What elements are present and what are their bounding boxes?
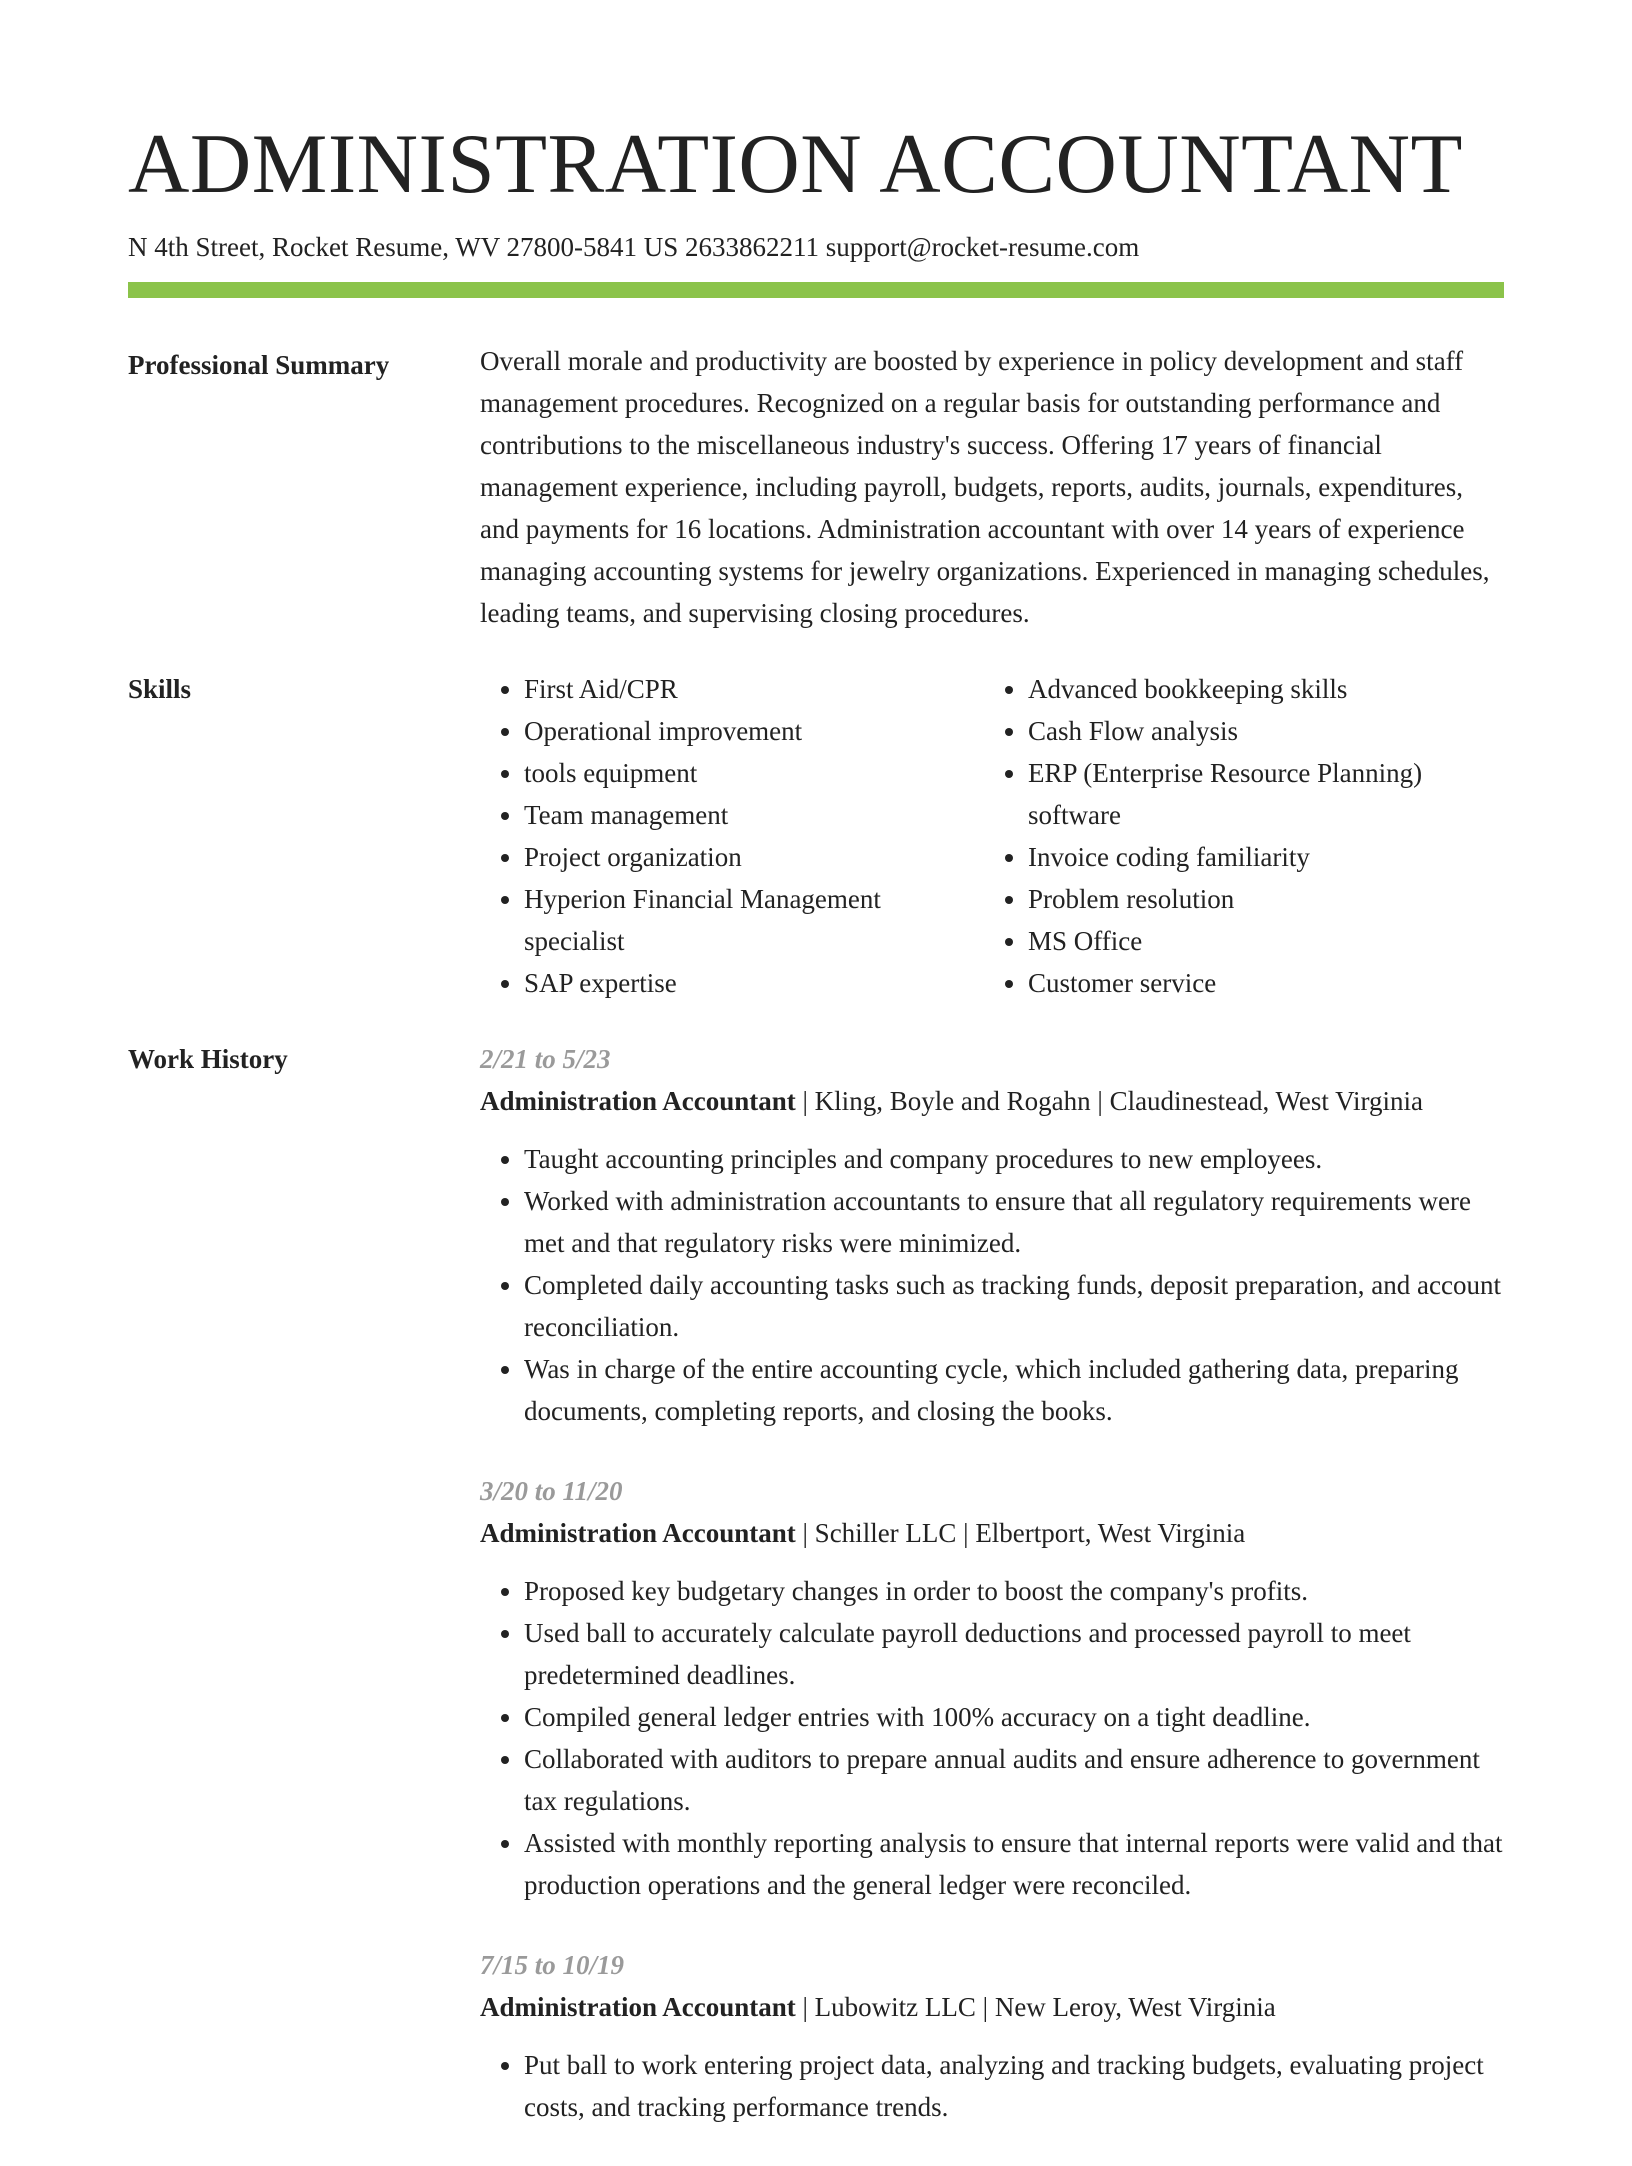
skill-item: • Customer service	[1028, 962, 1500, 1004]
job-bullet: • Put ball to work entering project data, analyzing and tracking budgets, evaluating project costs, and tracking performance trends.	[524, 2044, 1504, 2128]
skill-item: • Invoice coding familiarity	[1028, 836, 1500, 878]
job-bullet: • Proposed key budgetary changes in order to boost the company's profits.	[524, 1570, 1504, 1612]
job-bullets	[480, 1570, 1504, 1906]
skill-item: • Hyperion Financial Management specialist	[524, 878, 984, 962]
job-bullet: • Collaborated with auditors to prepare annual audits and ensure adherence to government tax regulations.	[524, 1738, 1504, 1822]
skills-body	[480, 668, 1504, 1004]
job-dates: 7/15 to 10/19	[480, 1949, 625, 1980]
summary-heading: Professional Summary	[128, 349, 390, 380]
skills-list-left	[480, 668, 984, 1004]
skill-item: • Cash Flow analysis	[1028, 710, 1500, 752]
job-bullet: • Assisted with monthly reporting analysis to ensure that internal reports were valid and that production operations and the general ledger were reconciled.	[524, 1822, 1504, 1906]
job-bullet: • Worked with administration accountants to ensure that all regulatory requirements were met and that regulatory risks were minimized.	[524, 1180, 1504, 1264]
job-role: Administration Accountant	[480, 1991, 796, 2022]
summary-section	[128, 344, 1504, 634]
skills-section	[128, 668, 1504, 1004]
skill-item: • First Aid/CPR	[524, 668, 984, 710]
skill-item: • Team management	[524, 794, 984, 836]
job-employer-location: | Schiller LLC | Elbertport, West Virginia	[795, 1517, 1246, 1548]
job-bullets	[480, 2044, 1504, 2128]
job-entry	[480, 1944, 1504, 2128]
job-role: Administration Accountant	[480, 1085, 796, 1116]
job-bullet: • Taught accounting principles and company procedures to new employees.	[524, 1138, 1504, 1180]
skill-item: • tools equipment	[524, 752, 984, 794]
skill-item: • Operational improvement	[524, 710, 984, 752]
work-history-heading: Work History	[128, 1043, 288, 1074]
job-title-line	[480, 1986, 1504, 2028]
summary-body	[480, 344, 1504, 634]
job-bullet: • Used ball to accurately calculate payroll deductions and processed payroll to meet predetermined deadlines.	[524, 1612, 1504, 1696]
job-title-line	[480, 1512, 1504, 1554]
contact-line: N 4th Street, Rocket Resume, WV 27800-5841 US 2633862211 support@rocket-resume.com	[128, 231, 1140, 262]
work-history-body	[480, 1038, 1504, 2166]
job-bullet: • Was in charge of the entire accounting cycle, which included gathering data, preparing documents, completing reports, and closing the books.	[524, 1348, 1504, 1432]
summary-text: Overall morale and productivity are boosted by experience in policy development and staff management procedures. Recognized on a regular basis for outstanding performance and contributions to the miscellaneous industry's success. Offering 17 years of financial management experience, including payroll, budgets, reports, audits, journals, expenditures, and payments for 16 locations. Administration accountant with over 14 years of experience managing accounting systems for jewelry organizations. Experienced in managing schedules, leading teams, and supervising closing procedures.	[480, 345, 1490, 628]
job-bullets	[480, 1138, 1504, 1432]
skill-item: • MS Office	[1028, 920, 1500, 962]
resume-page	[128, 118, 1504, 2166]
job-employer-location: | Kling, Boyle and Rogahn | Claudinestead, West Virginia	[795, 1085, 1423, 1116]
job-entry	[480, 1038, 1504, 1432]
job-title-line	[480, 1080, 1504, 1122]
skills-list-right	[984, 668, 1500, 1004]
job-entry	[480, 1470, 1504, 1906]
job-employer-location: | Lubowitz LLC | New Leroy, West Virginia	[795, 1991, 1276, 2022]
work-history-section	[128, 1038, 1504, 2166]
skill-item: • Advanced bookkeeping skills	[1028, 668, 1500, 710]
job-dates: 3/20 to 11/20	[480, 1475, 623, 1506]
skills-heading: Skills	[128, 673, 192, 704]
skill-item: • ERP (Enterprise Resource Planning) software	[1028, 752, 1500, 836]
skill-item: • SAP expertise	[524, 962, 984, 1004]
resume-name: ADMINISTRATION ACCOUNTANT	[128, 117, 1463, 211]
job-role: Administration Accountant	[480, 1517, 796, 1548]
accent-divider	[128, 282, 1504, 298]
skill-item: • Project organization	[524, 836, 984, 878]
skill-item: • Problem resolution	[1028, 878, 1500, 920]
job-bullet: • Compiled general ledger entries with 100% accuracy on a tight deadline.	[524, 1696, 1504, 1738]
job-bullet: • Completed daily accounting tasks such as tracking funds, deposit preparation, and account reconciliation.	[524, 1264, 1504, 1348]
job-dates: 2/21 to 5/23	[480, 1043, 611, 1074]
